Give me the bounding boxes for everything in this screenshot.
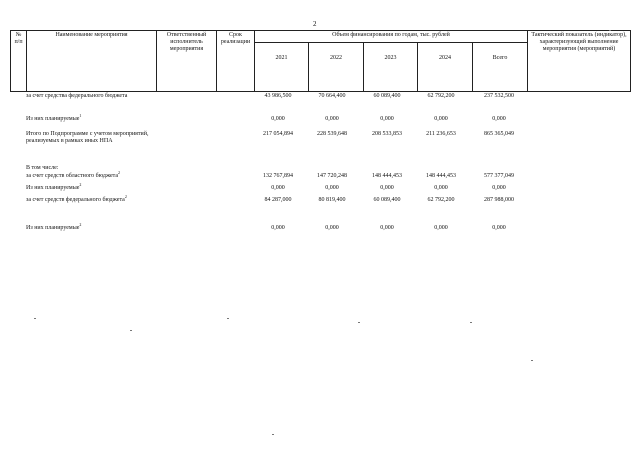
value-total: 237 532,500 xyxy=(484,93,514,99)
header-indicator: Тактический показатель (индикатор), характеризующий выполнение мероприятия (мероприятий) xyxy=(528,31,631,92)
header-year-2021: 2021 xyxy=(255,43,309,92)
value-2024: 148 444,453 xyxy=(426,173,456,179)
header-funding: Объем финансирования по годам, тыс. рублей xyxy=(255,31,528,43)
value-2023: 0,000 xyxy=(380,185,394,191)
scan-speck xyxy=(470,322,472,323)
value-2021: 84 287,000 xyxy=(264,197,292,203)
value-2022: 0,000 xyxy=(325,225,339,231)
value-total: 0,000 xyxy=(492,116,506,122)
value-total: 0,000 xyxy=(492,185,506,191)
row-label: за счет средства федерального бюджета xyxy=(26,93,128,99)
value-2024: 211 236,653 xyxy=(426,131,456,137)
value-2022: 0,000 xyxy=(325,185,339,191)
value-2024: 0,000 xyxy=(434,116,448,122)
header-num: № п/п xyxy=(11,31,27,92)
header-year-2023: 2023 xyxy=(364,43,418,92)
value-2023: 148 444,453 xyxy=(372,173,402,179)
value-2022: 147 720,248 xyxy=(317,173,347,179)
value-2023: 60 089,400 xyxy=(373,93,401,99)
value-2024: 62 792,200 xyxy=(427,197,455,203)
value-2023: 0,000 xyxy=(380,225,394,231)
value-2022: 0,000 xyxy=(325,116,339,122)
value-2022: 70 664,400 xyxy=(318,93,346,99)
value-total: 865 365,049 xyxy=(484,131,514,137)
scan-speck xyxy=(227,318,229,319)
value-total: 0,000 xyxy=(492,225,506,231)
value-2021: 0,000 xyxy=(271,225,285,231)
value-total: 287 988,000 xyxy=(484,197,514,203)
scan-speck xyxy=(130,330,132,331)
header-term: Срок реализации xyxy=(217,31,255,92)
value-2021: 0,000 xyxy=(271,116,285,122)
value-2023: 60 089,400 xyxy=(373,197,401,203)
value-2024: 0,000 xyxy=(434,225,448,231)
row-label: за счет средств федерального бюджета$^2$ xyxy=(26,194,127,203)
value-2021: 217 054,894 xyxy=(263,131,293,137)
value-2023: 208 533,853 xyxy=(372,131,402,137)
header-year-2024: 2024 xyxy=(418,43,473,92)
header-total: Всего xyxy=(473,43,528,92)
value-2024: 0,000 xyxy=(434,185,448,191)
value-total: 577 377,049 xyxy=(484,173,514,179)
header-executor: Ответственный исполнитель мероприятия xyxy=(157,31,217,92)
scan-speck xyxy=(358,322,360,323)
page-number: 2 xyxy=(313,20,317,28)
value-2022: 228 539,648 xyxy=(317,131,347,137)
row-label: Из них планируемые$^1$ xyxy=(26,113,82,122)
scan-speck xyxy=(531,360,533,361)
row-label: В том числе: xyxy=(26,165,59,171)
scan-speck xyxy=(272,434,274,435)
value-2021: 0,000 xyxy=(271,185,285,191)
value-2022: 80 819,400 xyxy=(318,197,346,203)
value-2021: 132 767,894 xyxy=(263,173,293,179)
value-2023: 0,000 xyxy=(380,116,394,122)
header-name: Наименование мероприятия xyxy=(27,31,157,92)
header-year-2022: 2022 xyxy=(309,43,364,92)
row-label: Из них планируемые$^2$ xyxy=(26,222,82,231)
value-2024: 62 792,200 xyxy=(427,93,455,99)
scan-speck xyxy=(34,318,36,319)
row-label: Итого по Подпрограмме с учетом мероприятий, реализуемых в рамках иных НПА xyxy=(26,131,149,144)
row-label: Из них планируемые$^2$ xyxy=(26,182,82,191)
scan-speck xyxy=(609,30,611,31)
value-2021: 43 986,500 xyxy=(264,93,292,99)
row-label: за счет средств областного бюджета$^2$ xyxy=(26,170,121,179)
